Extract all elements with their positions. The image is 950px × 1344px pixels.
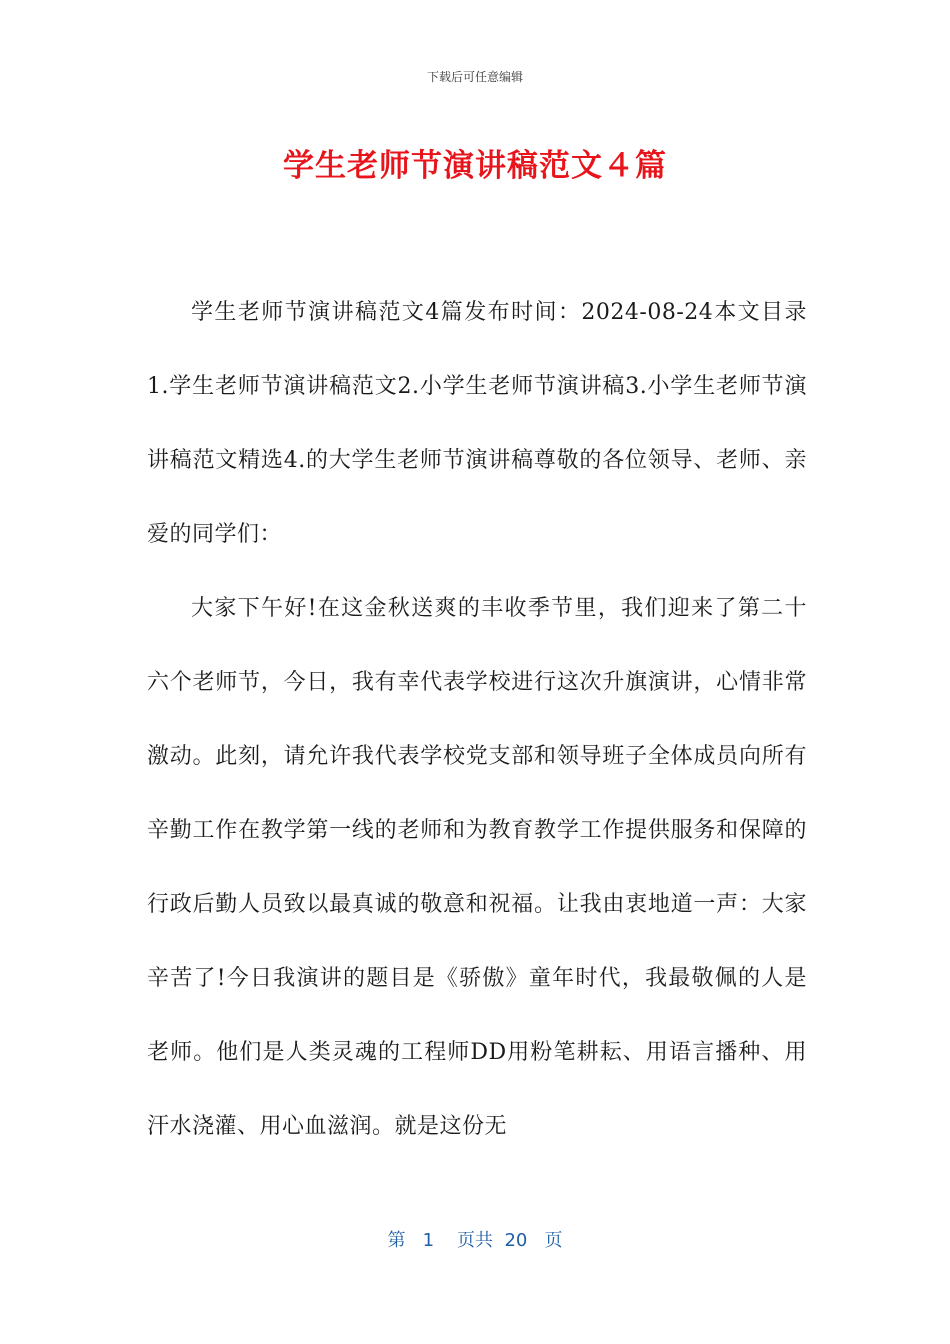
- paragraph-2: 大家下午好!在这金秋送爽的丰收季节里，我们迎来了第二十六个老师节，今日，我有幸代表学校进行这次升旗演讲，心情非常激动。此刻，请允许我代表学校党支部和领导班子全体成员向所有辛勤工作在教学第一线的老师和为教育教学工作提供服务和保障的行政后勤人员致以最真诚的敬意和祝福。让我由衷地道一声：大家辛苦了!今日我演讲的题目是《骄傲》童年时代，我最敬佩的人是老师。他们是人类灵魂的工程师DD用粉笔耕耘、用语言播种、用汗水浇灌、用心血滋润。就是这份无: [147, 596, 807, 1139]
- current-page-number: 1: [422, 1230, 435, 1251]
- page-suffix: 页: [544, 1230, 563, 1251]
- header-note: 下载后可任意编辑: [426, 70, 523, 84]
- total-pages-number: 20: [504, 1230, 528, 1251]
- document-title: 学生老师节演讲稿范文４篇: [283, 148, 667, 184]
- paragraph-1: 学生老师节演讲稿范文4篇发布时间：2024-08-24本文目录1.学生老师节演讲稿范文2.小学生老师节演讲稿3.小学生老师节演讲稿范文精选4.的大学生老师节演讲稿尊敬的各位领导、老师、亲爱的同学们：: [147, 300, 807, 547]
- page-prefix: 第: [387, 1230, 406, 1251]
- document-body: [147, 276, 807, 1164]
- page-mid: 页共: [456, 1230, 493, 1251]
- page-footer: [0, 1226, 950, 1252]
